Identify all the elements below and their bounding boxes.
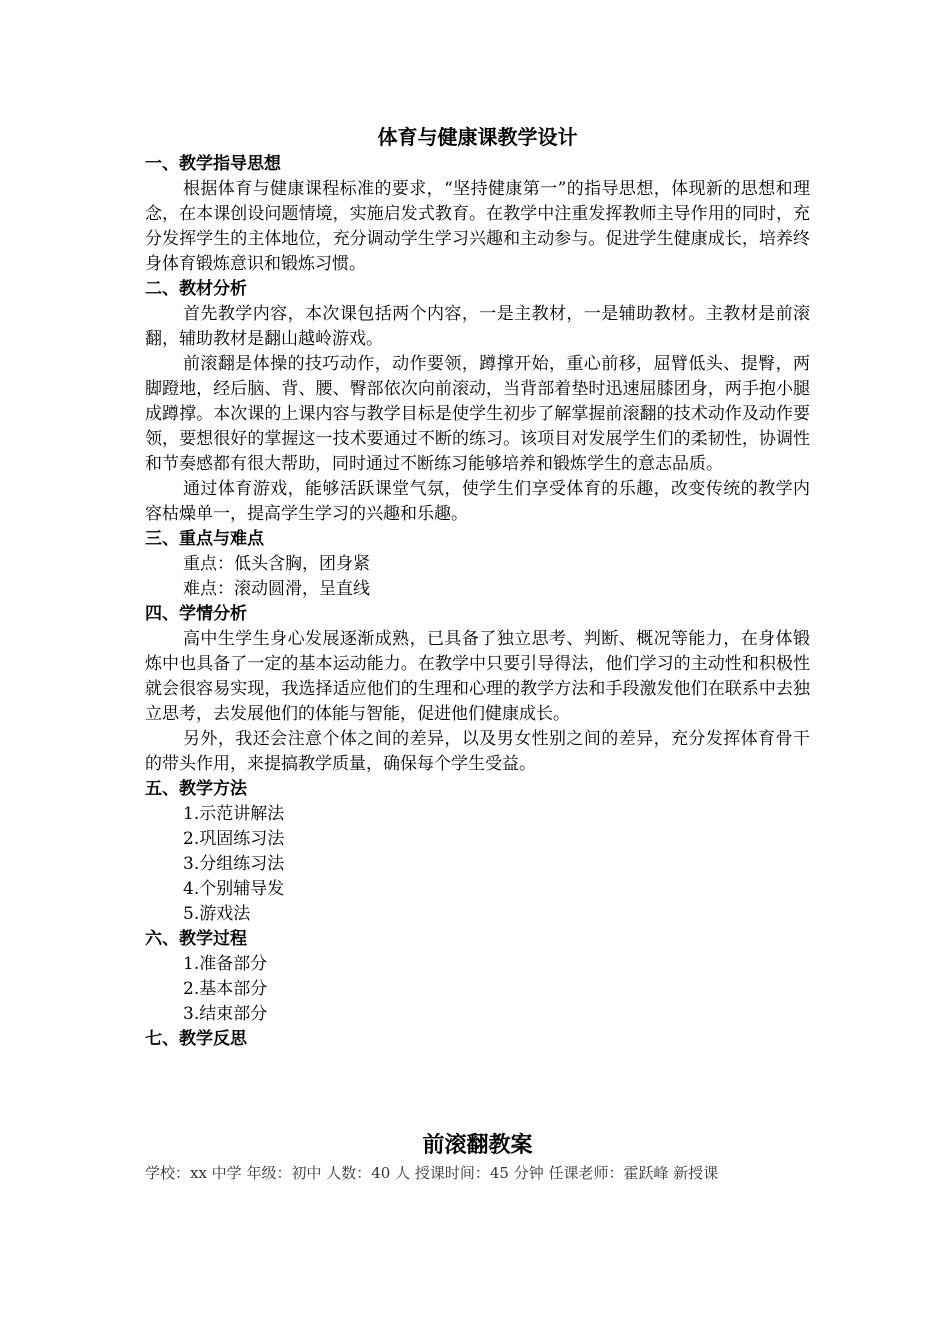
section-reflection — [145, 1027, 810, 1052]
section-heading: 一、教学指导思想 — [145, 154, 281, 174]
lesson-plan-title: 前滚翻教案 — [422, 1132, 533, 1158]
lesson-plan-header — [145, 1128, 810, 1184]
section-guiding-ideology — [145, 152, 810, 277]
section-heading: 二、教材分析 — [145, 279, 247, 299]
paragraph: 首先教学内容，本次课包括两个内容，一是主教材，一是辅助教材。主教材是前滚翻，辅助教材是翻山越岭游戏。 — [145, 304, 810, 349]
document-title: 体育与健康课教学设计 — [377, 125, 578, 149]
list-item: 3.结束部分 — [183, 1004, 268, 1024]
section-key-points — [145, 527, 810, 602]
paragraph: 前滚翻是体操的技巧动作，动作要领，蹲撑开始，重心前移，屈臂低头、提臀，两脚蹬地，经后脑、背、腰、臀部依次向前滚动，当背部着垫时迅速屈膝团身，两手抱小腿成蹲撑。本次课的上课内容与教学目标是使学生初步了解掌握前滚翻的技术动作及动作要领，要想很好的掌握这一技术要通过不断的练习。该项目对发展学生们的柔韧性，协调性和节奏感都有很大帮助，同时通过不断练习能够培养和锻炼学生的意志品质。 — [145, 354, 810, 474]
section-heading: 三、重点与难点 — [145, 529, 264, 549]
document-page — [145, 122, 810, 1184]
section-heading: 五、教学方法 — [145, 779, 247, 799]
list-item: 3.分组练习法 — [183, 854, 285, 874]
list-item: 4.个别辅导发 — [183, 879, 285, 899]
list-item: 1.示范讲解法 — [183, 804, 285, 824]
section-heading: 四、学情分析 — [145, 604, 247, 624]
page-gap — [145, 1052, 810, 1128]
paragraph: 高中生学生身心发展逐渐成熟，已具备了独立思考、判断、概况等能力，在身体锻炼中也具备了一定的基本运动能力。在教学中只要引导得法，他们学习的主动性和积极性就会很容易实现，我选择适应他们的生理和心理的教学方法和手段激发他们在联系中去独立思考，去发展他们的体能与智能，促进他们健康成长。 — [145, 629, 810, 724]
list-item: 1.准备部分 — [183, 954, 268, 974]
paragraph: 根据体育与健康课程标准的要求，“坚持健康第一”的指导思想，体现新的思想和理念，在本课创设问题情境，实施启发式教育。在教学中注重发挥教师主导作用的同时，充分发挥学生的主体地位，充分调动学生学习兴趣和主动参与。促进学生健康成长，培养终身体育锻炼意识和锻炼习惯。 — [145, 179, 810, 274]
section-textbook-analysis — [145, 277, 810, 527]
section-teaching-process — [145, 927, 810, 1027]
list-item: 5.游戏法 — [183, 904, 251, 924]
section-heading: 七、教学反思 — [145, 1029, 247, 1049]
list-item: 2.基本部分 — [183, 979, 268, 999]
list-item: 难点：滚动圆滑，呈直线 — [183, 579, 370, 599]
section-heading: 六、教学过程 — [145, 929, 247, 949]
section-student-analysis — [145, 602, 810, 777]
paragraph: 另外，我还会注意个体之间的差异，以及男女性别之间的差异，充分发挥体育骨干的带头作用，来提搞教学质量，确保每个学生受益。 — [145, 729, 810, 774]
section-teaching-methods — [145, 777, 810, 927]
lesson-plan-info: 学校：xx 中学 年级：初中 人数：40 人 授课时间：45 分钟 任课老师：霍跃峰 新授课 — [145, 1164, 719, 1182]
list-item: 2.巩固练习法 — [183, 829, 285, 849]
paragraph: 通过体育游戏，能够活跃课堂气氛，使学生们享受体育的乐趣，改变传统的教学内容枯燥单一，提高学生学习的兴趣和乐趣。 — [145, 479, 810, 524]
list-item: 重点：低头含胸，团身紧 — [183, 554, 370, 574]
